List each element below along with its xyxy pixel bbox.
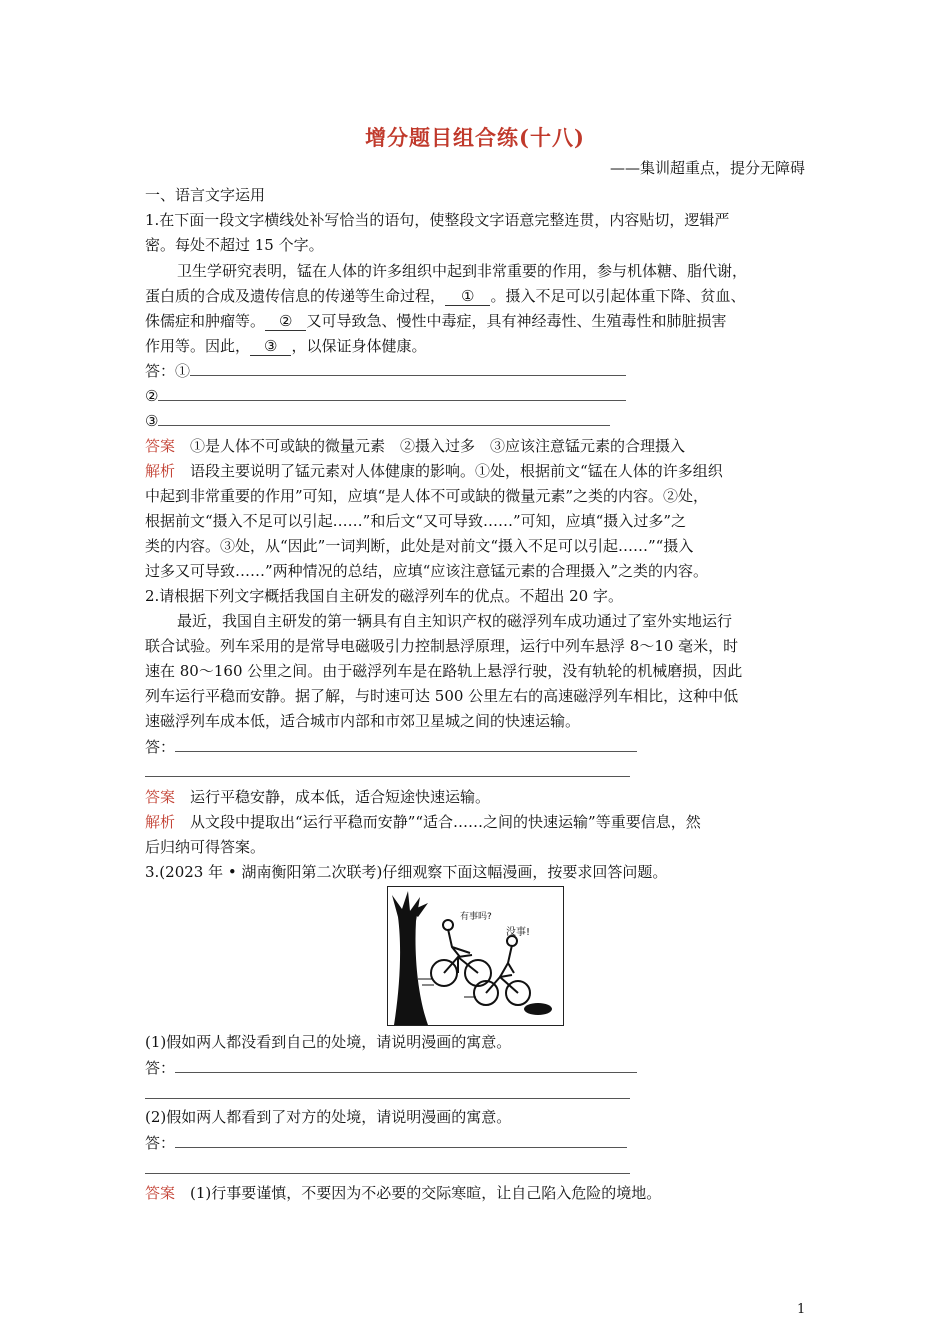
q2-answer	[145, 784, 805, 810]
q3-sub2: (2)假如两人都看到了对方的处境，请说明漫画的寓意。	[145, 1108, 512, 1126]
q1-blank-1: ①	[445, 287, 490, 306]
q1-answer-line-1[interactable]	[145, 358, 805, 384]
cyclist-icon	[448, 929, 470, 957]
q1-analysis-line4: 类的内容。③处，从“因此”一词判断，此处是对前文“摄入不足可以引起……”“摄入	[145, 537, 694, 555]
q1-blank-2: ②	[265, 312, 306, 331]
q1-analysis-line2: 中起到非常重要的作用”可知，应填“是人体不可或缺的微量元素”之类的内容。②处，	[145, 487, 709, 505]
q3-sub1-answer-rule-1[interactable]	[175, 1057, 637, 1073]
q1-stem-line1: 1.在下面一段文字横线处补写恰当的语句，使整段文字语意完整连贯，内容贴切，逻辑严	[145, 211, 730, 229]
q3-answer-text: (1)行事要谨慎，不要因为不必要的交际寒暄，让自己陷入危险的境地。	[190, 1184, 662, 1202]
q1-answer-3-label: ③	[145, 412, 159, 430]
q2-analysis-line2: 后归纳可得答案。	[145, 838, 266, 856]
bubble-2: 没事!	[506, 927, 531, 938]
q1-answer-text: ①是人体不可或缺的微量元素 ②摄入过多 ③应该注意锰元素的合理摄入	[190, 437, 686, 455]
q2-answer-line-1[interactable]	[145, 734, 805, 760]
hole-icon	[524, 1003, 552, 1015]
q1-passage-line4a: 作用等。因此，	[145, 337, 251, 355]
q1-passage-line3a: 侏儒症和肿瘤等。	[145, 312, 266, 330]
q2-passage-line1: 最近，我国自主研发的第一辆具有自主知识产权的磁浮列车成功通过了室外实地运行	[177, 612, 733, 630]
page-title: 增分题目组合练(十八)	[365, 125, 585, 150]
q1-answer	[145, 433, 805, 459]
q1-answer-rule-2[interactable]	[158, 385, 626, 401]
q1-analysis-text1: 语段主要说明了锰元素对人体健康的影响。①处，根据前文“锰在人体的许多组织	[190, 462, 723, 480]
q1-analysis-line5: 过多又可导致……”两种情况的总结，应填“应该注意锰元素的合理摄入”之类的内容。	[145, 562, 709, 580]
q2-passage-line3: 速在 80～160 公里之间。由于磁浮列车是在路轨上悬浮行驶，没有轨轮的机械磨损，因此	[145, 662, 743, 680]
q2-passage-line2: 联合试验。列车采用的是常导电磁吸引力控制悬浮原理，运行中列车悬浮 8～10 毫米，时	[145, 637, 739, 655]
q3-stem: 3.(2023 年 • 湖南衡阳第二次联考)仔细观察下面这幅漫画，按要求回答问题。	[145, 863, 668, 881]
q1-passage-line2	[145, 283, 805, 309]
q1-answer-2-label: ②	[145, 387, 159, 405]
q3-sub1-answer-line-1[interactable]	[145, 1055, 805, 1081]
q1-blank-3: ③	[250, 337, 291, 356]
q1-answer-line-3[interactable]	[145, 408, 805, 434]
q3-sub2-answer-rule-2[interactable]	[145, 1173, 630, 1174]
q1-answer-line-2[interactable]	[145, 383, 805, 409]
section-heading: 一、语言文字运用	[145, 186, 266, 204]
cartoon-drawing	[388, 887, 563, 1025]
q1-answer-prefix: 答：①	[145, 362, 191, 380]
q1-analysis-line3: 根据前文“摄入不足可以引起……”和后文“又可导致……”可知，应填“摄入过多”之	[145, 512, 687, 530]
page-subtitle: ——集训超重点，提分无障碍	[609, 159, 805, 177]
bubble-1: 有事吗?	[460, 912, 492, 922]
q2-answer-label: 答案	[145, 788, 176, 806]
cartoon-image	[387, 886, 564, 1026]
q1-passage-line1: 卫生学研究表明，锰在人体的许多组织中起到非常重要的作用，参与机体糖、脂代谢，	[177, 262, 748, 280]
q1-passage-line3b: 又可导致急、慢性中毒症，具有神经毒性、生殖毒性和肺脏损害	[306, 312, 727, 330]
q1-analysis-line1	[145, 458, 805, 484]
q2-answer-prefix: 答：	[145, 738, 176, 756]
q2-answer-text: 运行平稳安静，成本低，适合短途快速运输。	[190, 788, 491, 806]
q2-passage-line5: 速磁浮列车成本低，适合城市内部和市郊卫星城之间的快速运输。	[145, 712, 581, 730]
q1-passage-line4b: ，以保证身体健康。	[291, 337, 427, 355]
q2-answer-rule-1[interactable]	[175, 736, 637, 752]
page-number: 1	[797, 1302, 806, 1317]
q1-answer-rule-1[interactable]	[190, 360, 626, 376]
q3-sub1: (1)假如两人都没看到自己的处境，请说明漫画的寓意。	[145, 1033, 512, 1051]
q1-answer-label: 答案	[145, 437, 176, 455]
q3-sub2-answer-prefix: 答：	[145, 1134, 176, 1152]
q3-sub2-answer-line-1[interactable]	[145, 1130, 805, 1156]
q1-passage-line2b: 。摄入不足可以引起体重下降、贫血、	[490, 287, 746, 305]
q1-passage-line2a: 蛋白质的合成及遗传信息的传递等生命过程，	[145, 287, 446, 305]
q3-answer	[145, 1180, 805, 1206]
q1-stem-line2: 密。每处不超过 15 个字。	[145, 236, 324, 254]
q1-passage-line3	[145, 308, 805, 334]
q1-analysis-label: 解析	[145, 462, 176, 480]
tree-icon	[392, 891, 428, 1025]
q2-analysis-label: 解析	[145, 813, 176, 831]
q2-analysis-text1: 从文段中提取出“运行平稳而安静”“适合……之间的快速运输”等重要信息，然	[190, 813, 701, 831]
q2-passage-line4: 列车运行平稳而安静。据了解，与时速可达 500 公里左右的高速磁浮列车相比，这种中低	[145, 687, 739, 705]
q2-analysis-line1	[145, 809, 805, 835]
q1-answer-rule-3[interactable]	[158, 410, 610, 426]
q3-sub1-answer-prefix: 答：	[145, 1059, 176, 1077]
q2-stem: 2.请根据下列文字概括我国自主研发的磁浮列车的优点。不超出 20 字。	[145, 587, 623, 605]
q2-answer-rule-2[interactable]	[145, 776, 630, 777]
q3-answer-label: 答案	[145, 1184, 176, 1202]
q3-sub1-answer-rule-2[interactable]	[145, 1098, 630, 1099]
q1-passage-line4	[145, 333, 805, 359]
q3-sub2-answer-rule-1[interactable]	[175, 1132, 627, 1148]
